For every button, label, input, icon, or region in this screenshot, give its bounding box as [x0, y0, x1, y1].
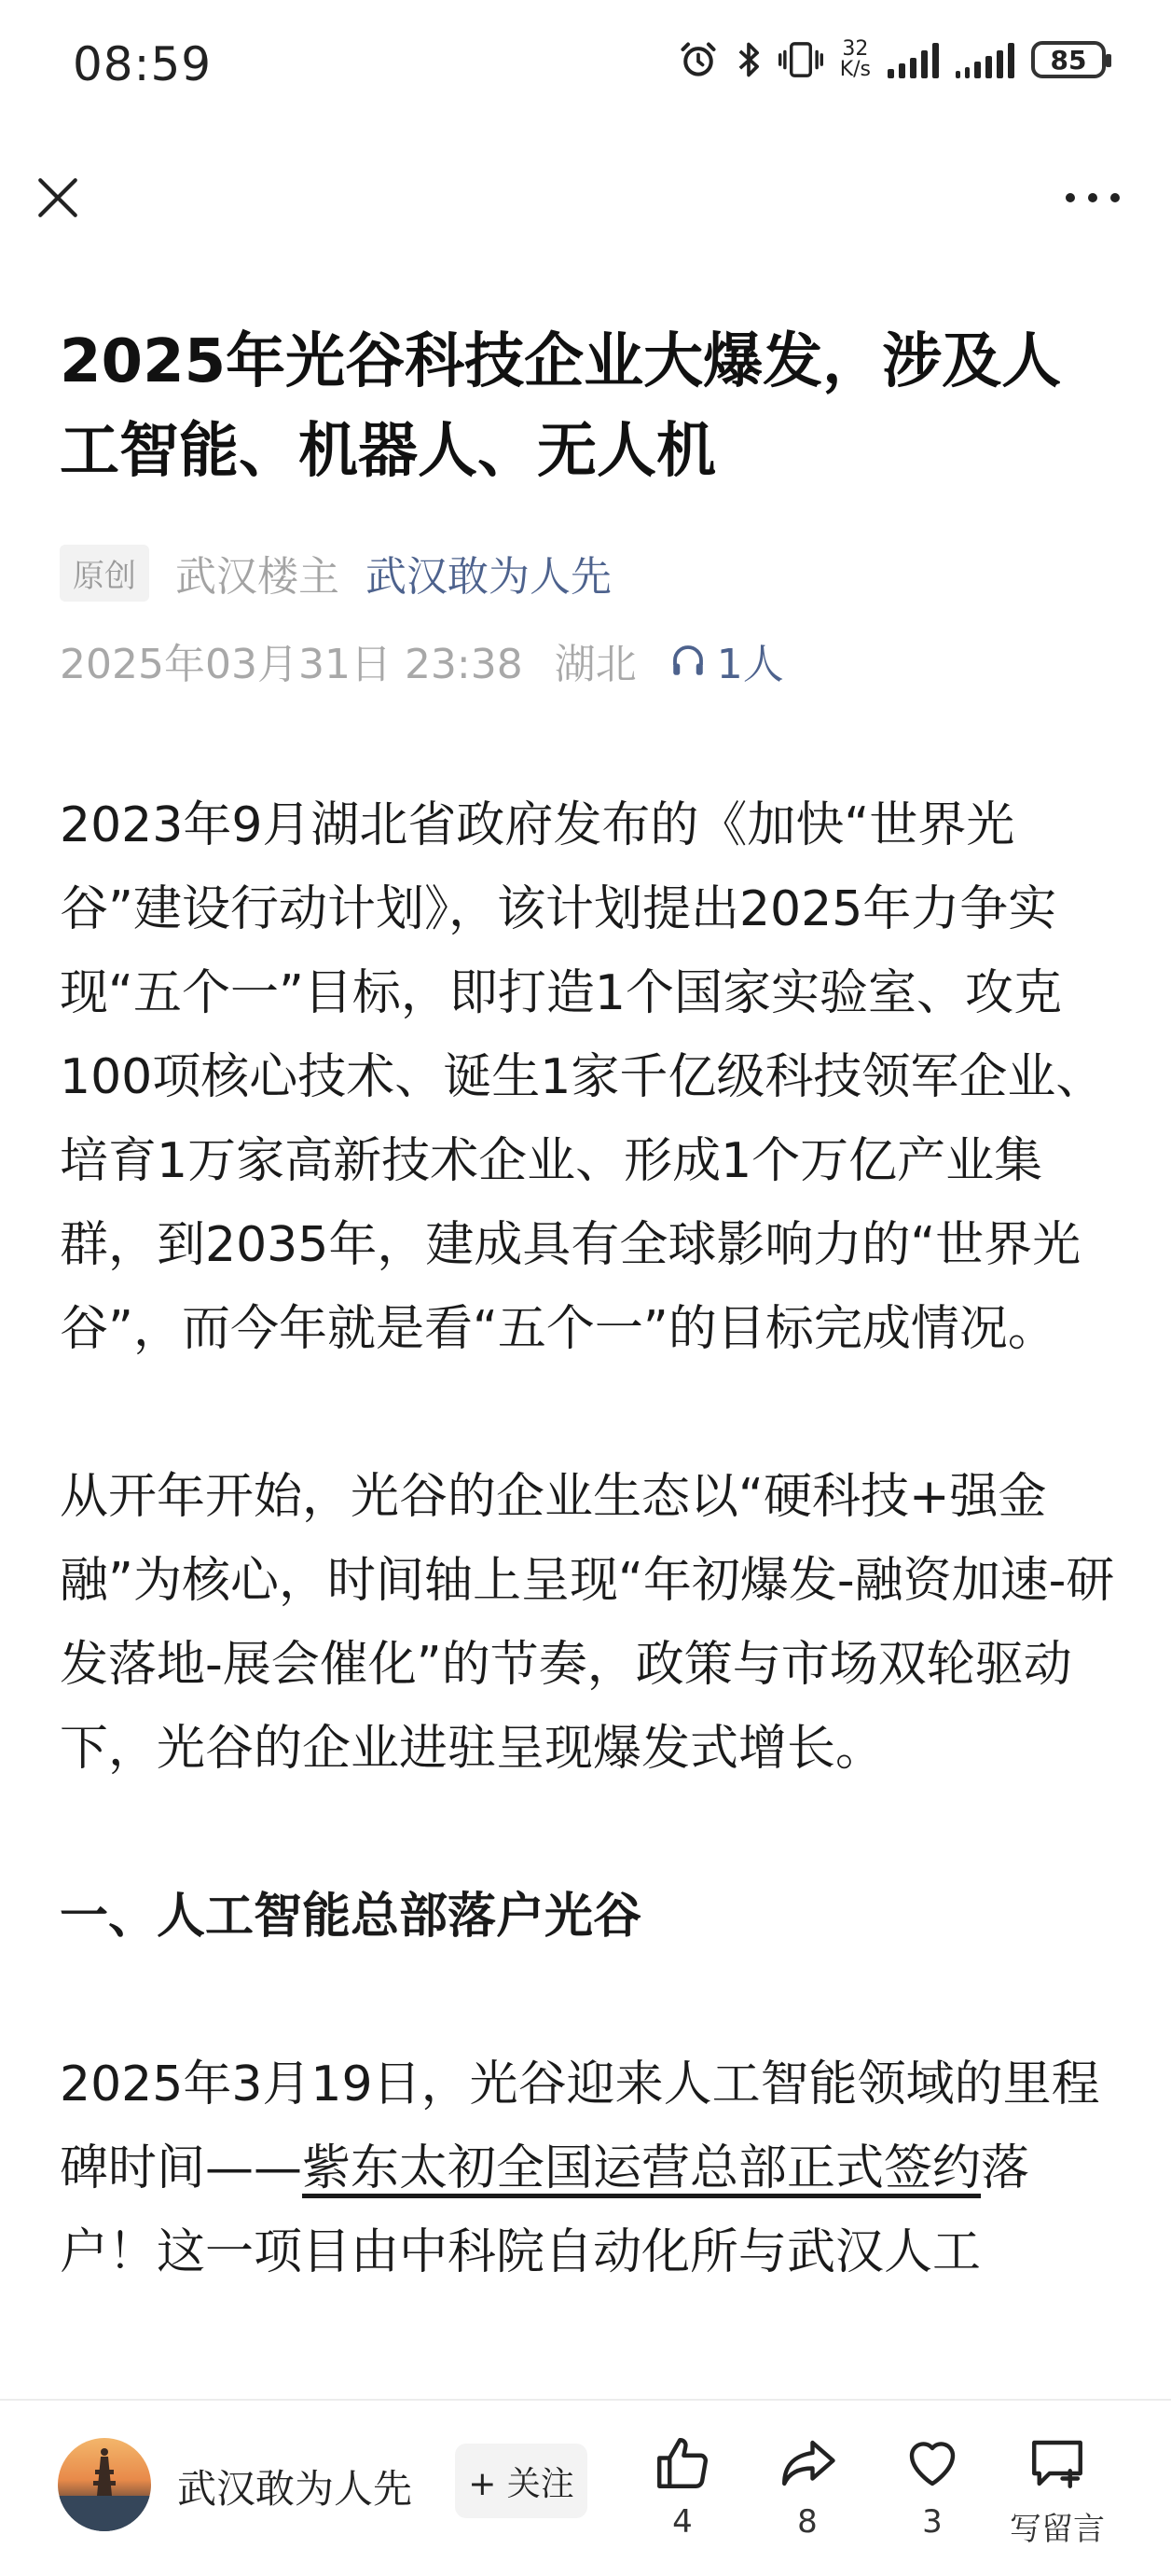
headphones-icon: [668, 641, 708, 680]
heart-icon: [902, 2432, 963, 2494]
author-avatar[interactable]: [58, 2438, 151, 2531]
bottom-author-name[interactable]: 武汉敢为人先: [177, 2466, 413, 2512]
comment-button[interactable]: [1001, 2432, 1113, 2549]
paragraph-2: 从开年开始，光谷的企业生态以“硬科技+强金融”为核心，时间轴上呈现“年初爆发-融资加速-研发落地-展会催化”的节奏，政策与市场双轮驱动下，光谷的企业进驻呈现爆发式增长。: [60, 1469, 1115, 1777]
share-count: 8: [797, 2503, 818, 2541]
alarm-icon: [678, 39, 719, 80]
avatar-image: [58, 2438, 151, 2531]
network-speed: [840, 39, 871, 80]
thumbs-up-icon: [652, 2432, 713, 2494]
article-meta: [60, 543, 612, 602]
share-icon: [777, 2432, 838, 2494]
bottom-action-bar: [0, 2399, 1171, 2576]
signal-icon: [888, 41, 939, 78]
favorite-button[interactable]: [876, 2432, 988, 2541]
paragraph-1: 2023年9月湖北省政府发布的《加快“世界光谷”建设行动计划》，该计划提出2025年力争实现“五个一”目标，即打造1个国家实验室、攻克100项核心技术、诞生1家千亿级科技领军企业、培育1万家高新技术企业、形成1个万亿产业集群，到2035年，建成具有全球影响力的“世界光谷”，而今年就是看“五个一”的目标完成情况。: [60, 797, 1105, 1357]
listener-count: 1人: [716, 641, 784, 688]
article-title: 2025年光谷科技企业大爆发，涉及人工智能、机器人、无人机: [60, 327, 1062, 486]
more-button[interactable]: [1055, 168, 1130, 228]
original-badge: 原创: [60, 545, 149, 602]
publish-location: 湖北: [554, 641, 637, 688]
signal-icon-2: [956, 41, 1014, 78]
network-speed-value: 32: [842, 37, 869, 61]
battery-level: 85: [1050, 44, 1087, 76]
channel-link[interactable]: 武汉敢为人先: [365, 553, 612, 601]
close-button[interactable]: [28, 168, 88, 228]
status-bar: [0, 0, 1171, 131]
follow-button[interactable]: + 关注: [455, 2444, 587, 2518]
like-button[interactable]: [627, 2432, 738, 2541]
favorite-count: 3: [922, 2503, 943, 2541]
comment-label: 写留言: [1010, 2511, 1105, 2548]
battery-icon: [1031, 41, 1106, 78]
like-count: 4: [672, 2503, 693, 2541]
article-info: [60, 630, 784, 690]
article-inline-link[interactable]: 紫东太初全国运营总部正式签约: [302, 2140, 982, 2196]
paragraph-3: [60, 2043, 1119, 2294]
bluetooth-icon: [736, 39, 762, 80]
status-time: 08:59: [73, 37, 213, 91]
vibrate-icon: [778, 39, 823, 80]
listen-button[interactable]: [668, 630, 784, 690]
network-speed-unit: K/s: [839, 58, 871, 81]
publish-datetime: 2025年03月31日 23:38: [60, 641, 523, 688]
comment-icon: [1026, 2432, 1088, 2494]
paragraph-3-text-cont: 落户！这一项目由中科院自动化所与武汉人工: [60, 2140, 1030, 2280]
share-button[interactable]: [751, 2432, 863, 2541]
paragraph-3-text: 2025年3月19日，光谷迎来人工智能领域的里程碑时间——: [60, 2057, 1100, 2196]
author-name: 武汉楼主: [175, 553, 339, 601]
more-icon: [1063, 190, 1123, 205]
close-icon: [34, 174, 81, 221]
status-icons: [678, 39, 1106, 80]
article-body: [60, 783, 1119, 2378]
section-heading-1: 一、人工智能总部落户光谷: [60, 1889, 642, 1945]
